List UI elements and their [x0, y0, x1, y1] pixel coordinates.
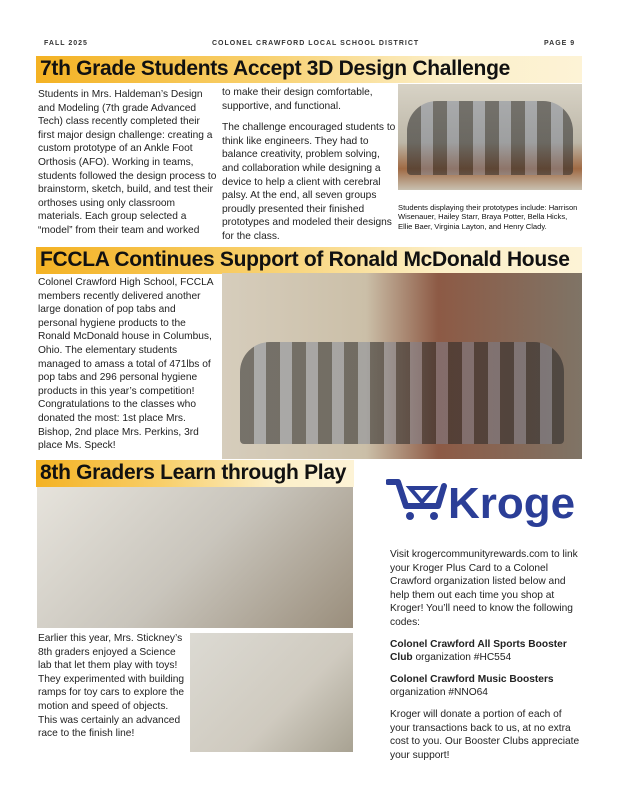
science-lab-photo-1 — [37, 487, 353, 628]
article1-caption: Students displaying their prototypes include: Harrison Wisenauer, Hailey Starr, Braya Potter, Bella Hicks, Ellie Baer, Virginia Layton, and Henry Clady. — [398, 203, 578, 231]
kroger-outro: Kroger will donate a portion of each of your transactions back to us, at no extra cost to you. Our Booster Clubs appreciate your support! — [390, 708, 580, 761]
header-page-number: PAGE 9 — [544, 40, 576, 47]
kroger-org1-code: organization #HC554 — [412, 652, 512, 664]
kroger-logo — [386, 470, 578, 542]
students-prototypes-photo — [398, 84, 582, 190]
article2-body: Colonel Crawford High School, FCCLA members recently delivered another large donation of pop tabs and personal hygiene products to the Ronald McDonald house in Columbus, Ohio. The elementary students managed to amass a total of 471lbs of pop tabs and 296 personal hygiene products in this year’s competition! Congratulations to the classes who donated the most: 1st place Mrs. Bishop, 2nd place Mrs. Perkins, 3rd place Ms. Speck! — [38, 277, 213, 452]
science-lab-photo-2 — [190, 633, 353, 752]
kroger-org2-name: Colonel Crawford Music Boosters — [390, 673, 554, 685]
kroger-intro: Visit krogercommunityrewards.com to link your Kroger Plus Card to a Colonel Crawford organization listed below and help them out each time you shop at Kroger! You’ll need to know the following codes: — [390, 549, 578, 628]
article1-col2-p2: The challenge encouraged students to think like engineers. They had to balance creativity, problem solving, and collaboration while designing a device to help a client with cerebral palsy. At the end, all seven groups proudly presented their finished prototypes and modeled their designs for the class. — [222, 122, 396, 242]
kroger-org1-name: Colonel Crawford All Sports Booster Club — [390, 638, 567, 664]
kroger-info — [390, 548, 582, 770]
kroger-org2 — [390, 673, 582, 700]
kroger-org2-code: organization #NNO64 — [390, 687, 488, 699]
kroger-cart-icon — [386, 470, 578, 542]
fccla-group-photo — [222, 273, 582, 459]
article3-body: Earlier this year, Mrs. Stickney’s 8th graders enjoyed a Science lab that let them play with toys! They experimented with building ramps for toy cars to explore the motion and speed of objects. This was certainly an advanced race to the finish line! — [38, 633, 185, 740]
article1-col2-p1: to make their design comfortable, supportive, and functional. — [222, 87, 373, 112]
article1-col2 — [222, 86, 397, 252]
article3-title: 8th Graders Learn through Play — [36, 460, 354, 487]
header-district: COLONEL CRAWFORD LOCAL SCHOOL DISTRICT — [212, 40, 420, 47]
header-season: FALL 2025 — [44, 40, 88, 47]
article1-title: 7th Grade Students Accept 3D Design Challenge — [36, 56, 582, 83]
article2-title: FCCLA Continues Support of Ronald McDonald House — [36, 247, 582, 274]
kroger-logo-text: Kroger — [448, 479, 578, 528]
article1-col1: Students in Mrs. Haldeman’s Design and Modeling (7th grade Advanced Tech) class recently completed their first major design challenge: creating a custom prototype of an Ankle Foot Orthosis (AFO). Working in teams, students followed the design process to brainstorm, sketch, build, and test their orthoses using only classroom materials. Each group selected a “model” from their team and worked — [38, 89, 217, 236]
kroger-org1 — [390, 638, 582, 665]
